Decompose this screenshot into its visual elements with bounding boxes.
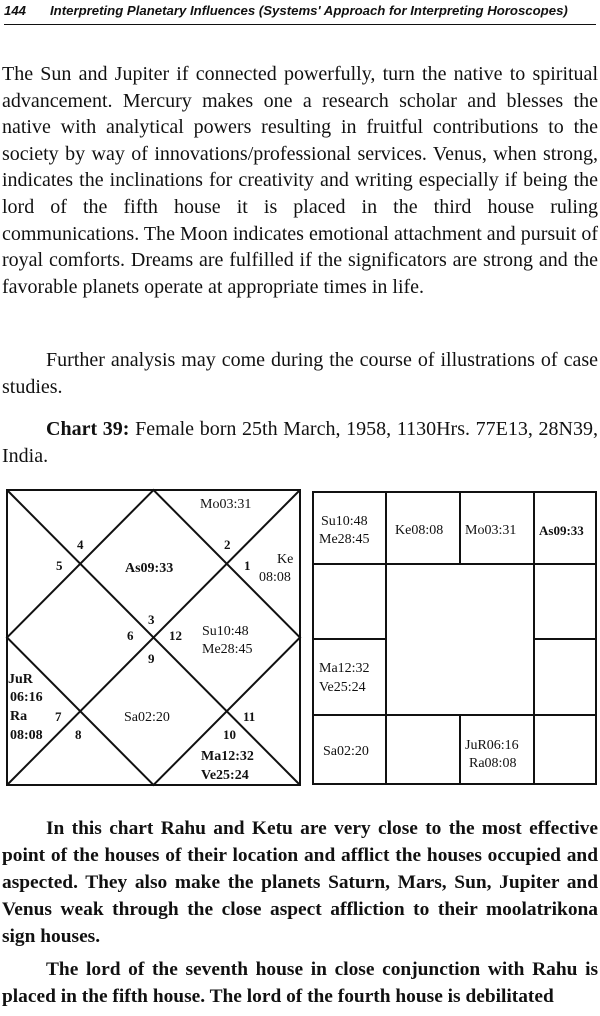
cell-rahu: Ra08:08 [469, 756, 517, 771]
cell-mars: Ma12:32 [319, 661, 370, 676]
house-number-9: 9 [148, 651, 155, 666]
planet-ketu-degree: 08:08 [259, 570, 291, 585]
house-number-6: 6 [127, 628, 134, 643]
cell-ascendant: As09:33 [539, 523, 584, 538]
paragraph-seventh-lord-text: The lord of the seventh house in close conjunction with Rahu is placed in the fifth house. The lord of the fourth house is debilitated [2, 959, 598, 1007]
planet-jupiter-degree: 06:16 [10, 690, 43, 705]
ascendant: As09:33 [125, 561, 174, 576]
paragraph-planets: The Sun and Jupiter if connected powerfully, turn the native to spiritual advancement. Mercury makes one a research scholar and blesses the native with analytical powers resulting in fruitful contributions to the society by way of innovations/professional services. Venus, when strong, indicates the inclinations for creativity and writing especially if being the lord of the fifth house it is placed in the third house ruling communications. The Moon indicates emotional attachment and pursuit of royal comforts. Dreams are fulfilled if the significators are strong and the favorable planets operate at appropriate times in life. [2, 63, 598, 298]
paragraph-further-analysis-text: Further analysis may come during the course of illustrations of case studies. [2, 349, 598, 398]
south-indian-chart [312, 491, 598, 786]
paragraph-rahu-ketu-text: In this chart Rahu and Ketu are very close to the most effective point of the houses of their location and afflict the houses occupied and aspected. They also make the planets Saturn, Mars, Sun, Jupiter and Venus weak through the close aspect affliction to their moolatrikona sign houses. [2, 818, 598, 947]
planet-venus: Ve25:24 [201, 768, 249, 783]
house-number-7: 7 [55, 709, 62, 724]
house-number-4: 4 [77, 537, 84, 552]
house-number-3: 3 [148, 612, 155, 627]
house-number-10: 10 [223, 727, 236, 742]
paragraph-rahu-ketu [2, 815, 598, 950]
north-indian-chart [6, 489, 302, 787]
running-title: Interpreting Planetary Influences (Systems' Approach for Interpreting Horoscopes) [50, 3, 568, 18]
planet-moon: Mo03:31 [200, 497, 252, 512]
planet-ketu-name: Ke [277, 552, 294, 567]
house-number-1: 1 [244, 558, 251, 573]
house-number-5: 5 [56, 558, 63, 573]
page-header [4, 2, 596, 25]
cell-mercury: Me28:45 [319, 532, 370, 547]
chart-caption-text: Female born 25th March, 1958, 1130Hrs. 77E13, 28N39, India. [2, 418, 599, 467]
planet-mercury: Me28:45 [202, 642, 253, 657]
page-number: 144 [4, 3, 27, 18]
paragraph-further-analysis [2, 347, 598, 400]
cell-venus: Ve25:24 [319, 680, 366, 695]
cell-saturn: Sa02:20 [323, 744, 369, 759]
planet-rahu-degree: 08:08 [10, 728, 43, 743]
house-number-2: 2 [224, 537, 231, 552]
planet-sun: Su10:48 [202, 624, 249, 639]
planet-rahu-name: Ra [10, 709, 28, 724]
chart-label: Chart 39: [46, 418, 130, 440]
house-number-11: 11 [243, 709, 256, 724]
house-number-12: 12 [169, 628, 182, 643]
paragraph-seventh-lord [2, 956, 598, 1010]
cell-jupiter: JuR06:16 [465, 738, 519, 753]
cell-ketu: Ke08:08 [395, 523, 444, 538]
paragraph-chart-caption [2, 416, 598, 469]
planet-saturn: Sa02:20 [124, 710, 170, 725]
cell-moon: Mo03:31 [465, 523, 517, 538]
planet-jupiter-name: JuR [8, 672, 33, 687]
cell-sun: Su10:48 [321, 514, 368, 529]
house-number-8: 8 [75, 727, 82, 742]
planet-mars: Ma12:32 [201, 749, 254, 764]
